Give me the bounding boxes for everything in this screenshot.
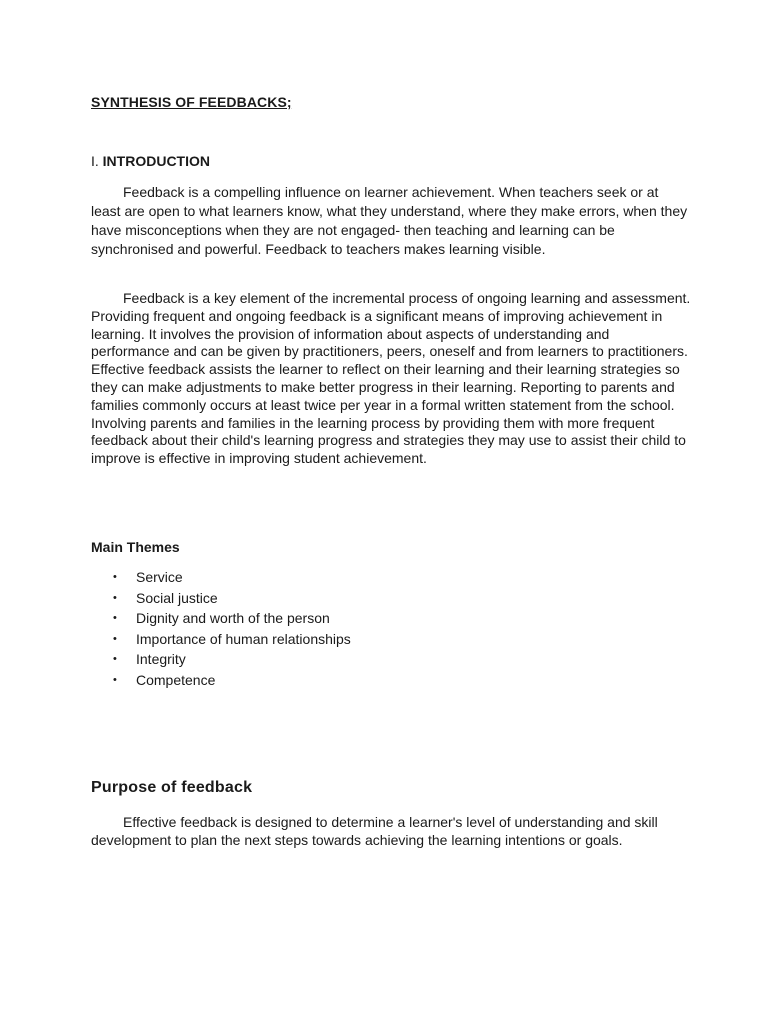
bullet-icon: •: [113, 632, 117, 645]
document-title: SYNTHESIS OF FEEDBACKS;: [91, 94, 292, 110]
bullet-icon: •: [113, 673, 117, 686]
main-themes-list: [91, 567, 351, 691]
list-item-label: Competence: [136, 671, 216, 688]
purpose-paragraph: Effective feedback is designed to determine a learner's level of understanding and skill development to plan the next steps towards achieving the learning intentions or goals.: [91, 814, 658, 848]
list-item: [91, 567, 351, 588]
bullet-icon: •: [113, 612, 117, 625]
list-item: [91, 649, 351, 670]
intro-paragraph-2: Feedback is a key element of the incremental process of ongoing learning and assessment. Providing frequent and ongoing feedback is a significant means of improving achievement in learning. It involves the provision of information about aspects of understanding and performance and can be given by practitioners, peers, oneself and from learners to practitioners. Effective feedback assists the learner to reflect on their learning and their learning strategies so they can make adjustments to make better progress in their learning. Reporting to parents and families commonly occurs at least twice per year in a formal written statement from the school. Involving parents and families in the learning process by providing them with more frequent feedback about their child's learning progress and strategies they may use to assist their child to improve is effective in improving student achievement.: [91, 290, 691, 467]
bullet-icon: •: [113, 571, 117, 583]
purpose-heading: Purpose of feedback: [91, 779, 253, 796]
list-item: [91, 588, 351, 609]
list-item-label: Integrity: [136, 651, 186, 668]
intro-paragraph-1: Feedback is a compelling influence on learner achievement. When teachers seek or at least are open to what learners know, what they understand, where they make errors, when they have misconceptions when they are not engaged- then teaching and learning can be synchronised and powerful. Feedback to teachers makes learning visible.: [91, 184, 688, 257]
section-numeral: I.: [91, 153, 103, 169]
list-item-label: Service: [136, 569, 183, 585]
list-item: [91, 608, 351, 629]
list-item-label: Dignity and worth of the person: [136, 610, 330, 627]
bullet-icon: •: [113, 653, 117, 666]
list-item-label: Social justice: [136, 589, 218, 606]
list-item: [91, 670, 351, 691]
section-title: INTRODUCTION: [102, 153, 210, 169]
main-themes-heading: Main Themes: [91, 539, 180, 555]
list-item-label: Importance of human relationships: [136, 630, 351, 647]
bullet-icon: •: [113, 591, 117, 604]
introduction-heading: [91, 153, 210, 169]
list-item: [91, 629, 351, 650]
